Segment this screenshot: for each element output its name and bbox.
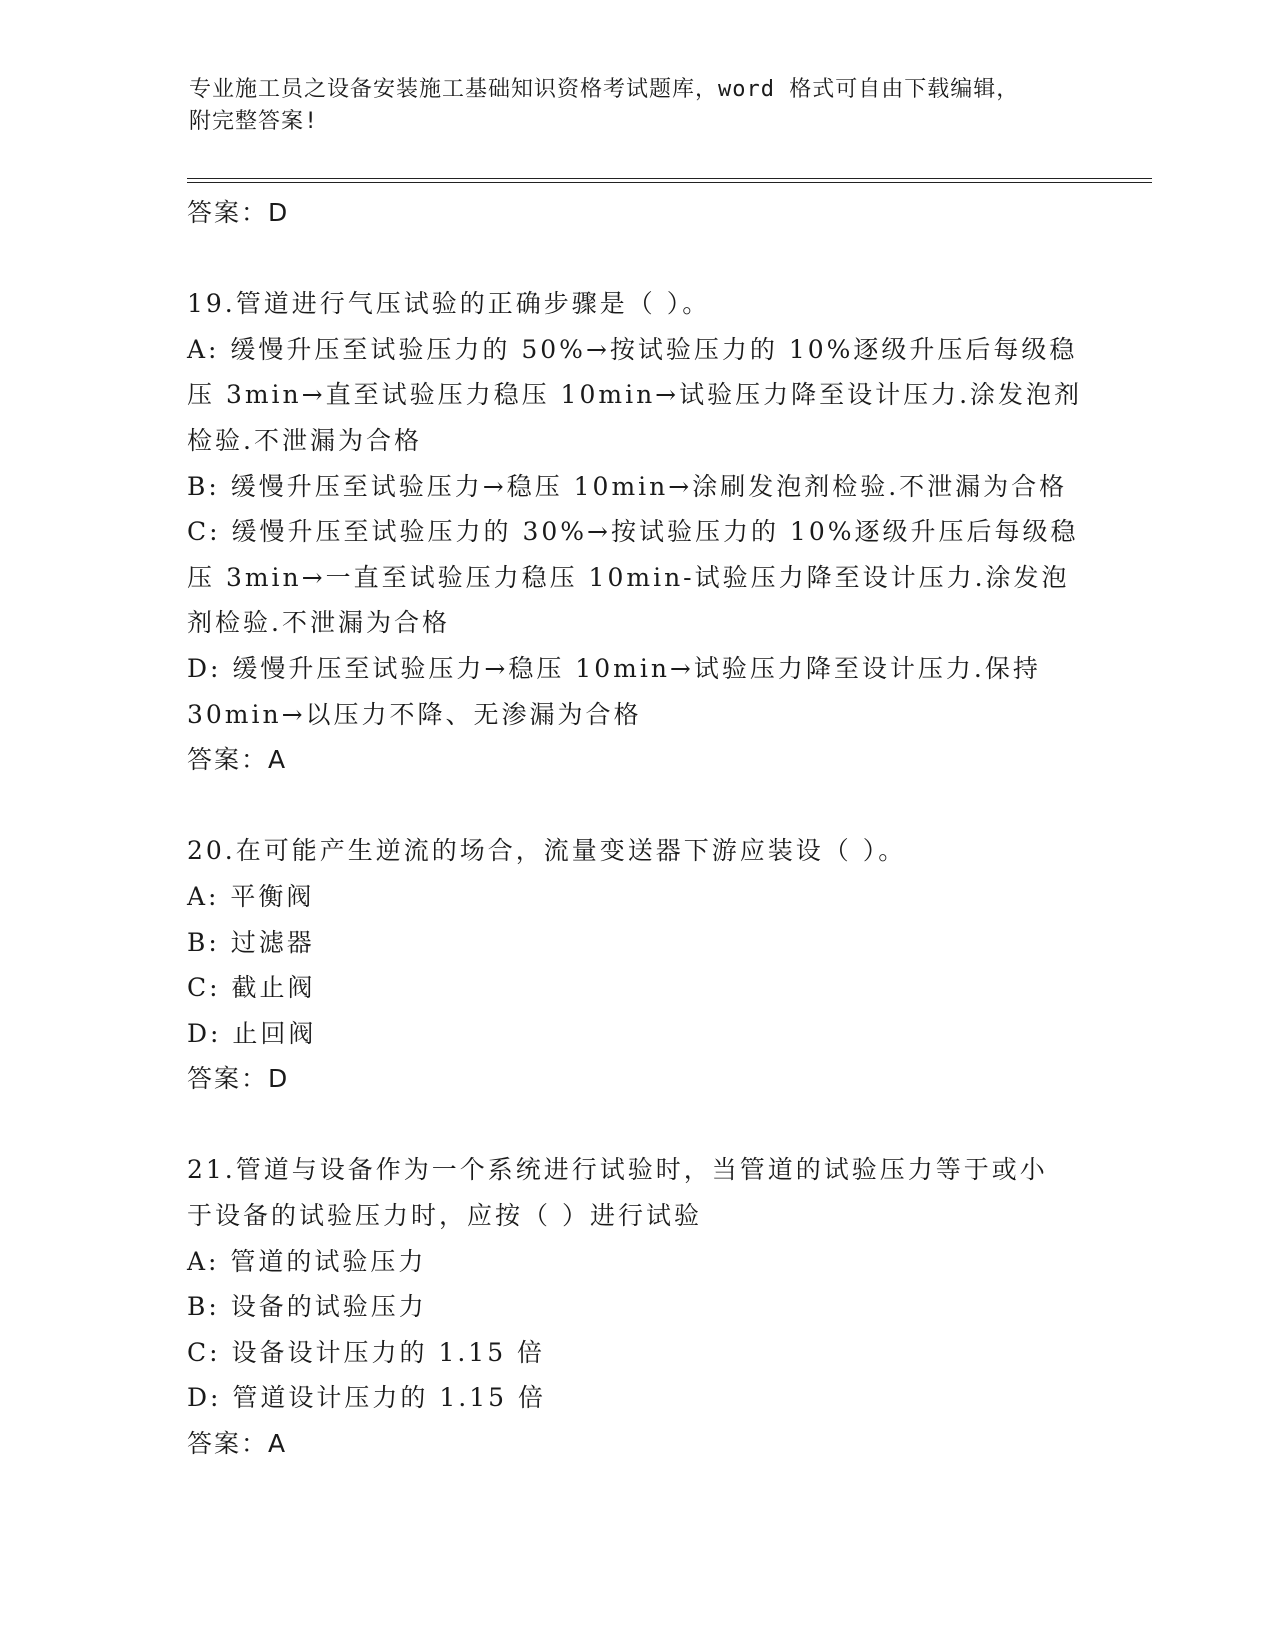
option-b: B: 设备的试验压力 (187, 1292, 427, 1322)
option-line: 压 3min→直至试验压力稳压 10min→试验压力降至设计压力.涂发泡剂 (187, 380, 1083, 410)
option-c: C: 设备设计压力的 1.15 倍 (187, 1337, 546, 1367)
option-line: A: 缓慢升压至试验压力的 50%→按试验压力的 10%逐级升压后每级稳 (187, 334, 1078, 364)
option-line: D: 缓慢升压至试验压力→稳压 10min→试验压力降至设计压力.保持 (187, 653, 1041, 683)
answer: 答案：D (187, 1064, 290, 1094)
spacer (187, 236, 1087, 282)
header-line-1: 专业施工员之设备安装施工基础知识资格考试题库，word 格式可自由下载编辑， (189, 77, 1020, 102)
option-line: B: 缓慢升压至试验压力→稳压 10min→涂刷发泡剂检验.不泄漏为合格 (187, 471, 1068, 501)
spacer (187, 1102, 1087, 1148)
question-text: 20.在可能产生逆流的场合，流量变送器下游应装设（ ）。 (187, 836, 907, 866)
question-text: 19.管道进行气压试验的正确步骤是（ ）。 (187, 289, 711, 319)
option-a: A: 平衡阀 (187, 881, 315, 911)
option-d: D: 止回阀 (187, 1018, 317, 1048)
question-20 (187, 828, 1087, 1102)
question-21 (187, 1147, 1087, 1466)
option-d: D: 管道设计压力的 1.15 倍 (187, 1383, 546, 1413)
option-line: C: 缓慢升压至试验压力的 30%→按试验压力的 10%逐级升压后每级稳 (187, 517, 1079, 547)
question-text: 于设备的试验压力时，应按（ ）进行试验 (187, 1201, 702, 1231)
option-a: A: 管道的试验压力 (187, 1246, 427, 1276)
previous-answer: 答案：D (187, 198, 290, 227)
spacer (187, 783, 1087, 829)
question-19 (187, 281, 1087, 783)
option-line: 检验.不泄漏为合格 (187, 425, 422, 455)
document-body (187, 190, 1087, 1467)
question-text: 21.管道与设备作为一个系统进行试验时，当管道的试验压力等于或小 (187, 1155, 1048, 1185)
header-line-2: 附完整答案! (189, 109, 319, 134)
option-line: 剂检验.不泄漏为合格 (187, 608, 450, 638)
option-line: 压 3min→一直至试验压力稳压 10min-试验压力降至设计压力.涂发泡 (187, 562, 1070, 592)
answer: 答案：A (187, 745, 288, 775)
header-divider (187, 178, 1152, 183)
answer: 答案：A (187, 1429, 288, 1459)
option-b: B: 过滤器 (187, 927, 315, 957)
document-header (189, 74, 1089, 138)
option-c: C: 截止阀 (187, 973, 316, 1003)
option-line: 30min→以压力不降、无渗漏为合格 (187, 699, 642, 729)
